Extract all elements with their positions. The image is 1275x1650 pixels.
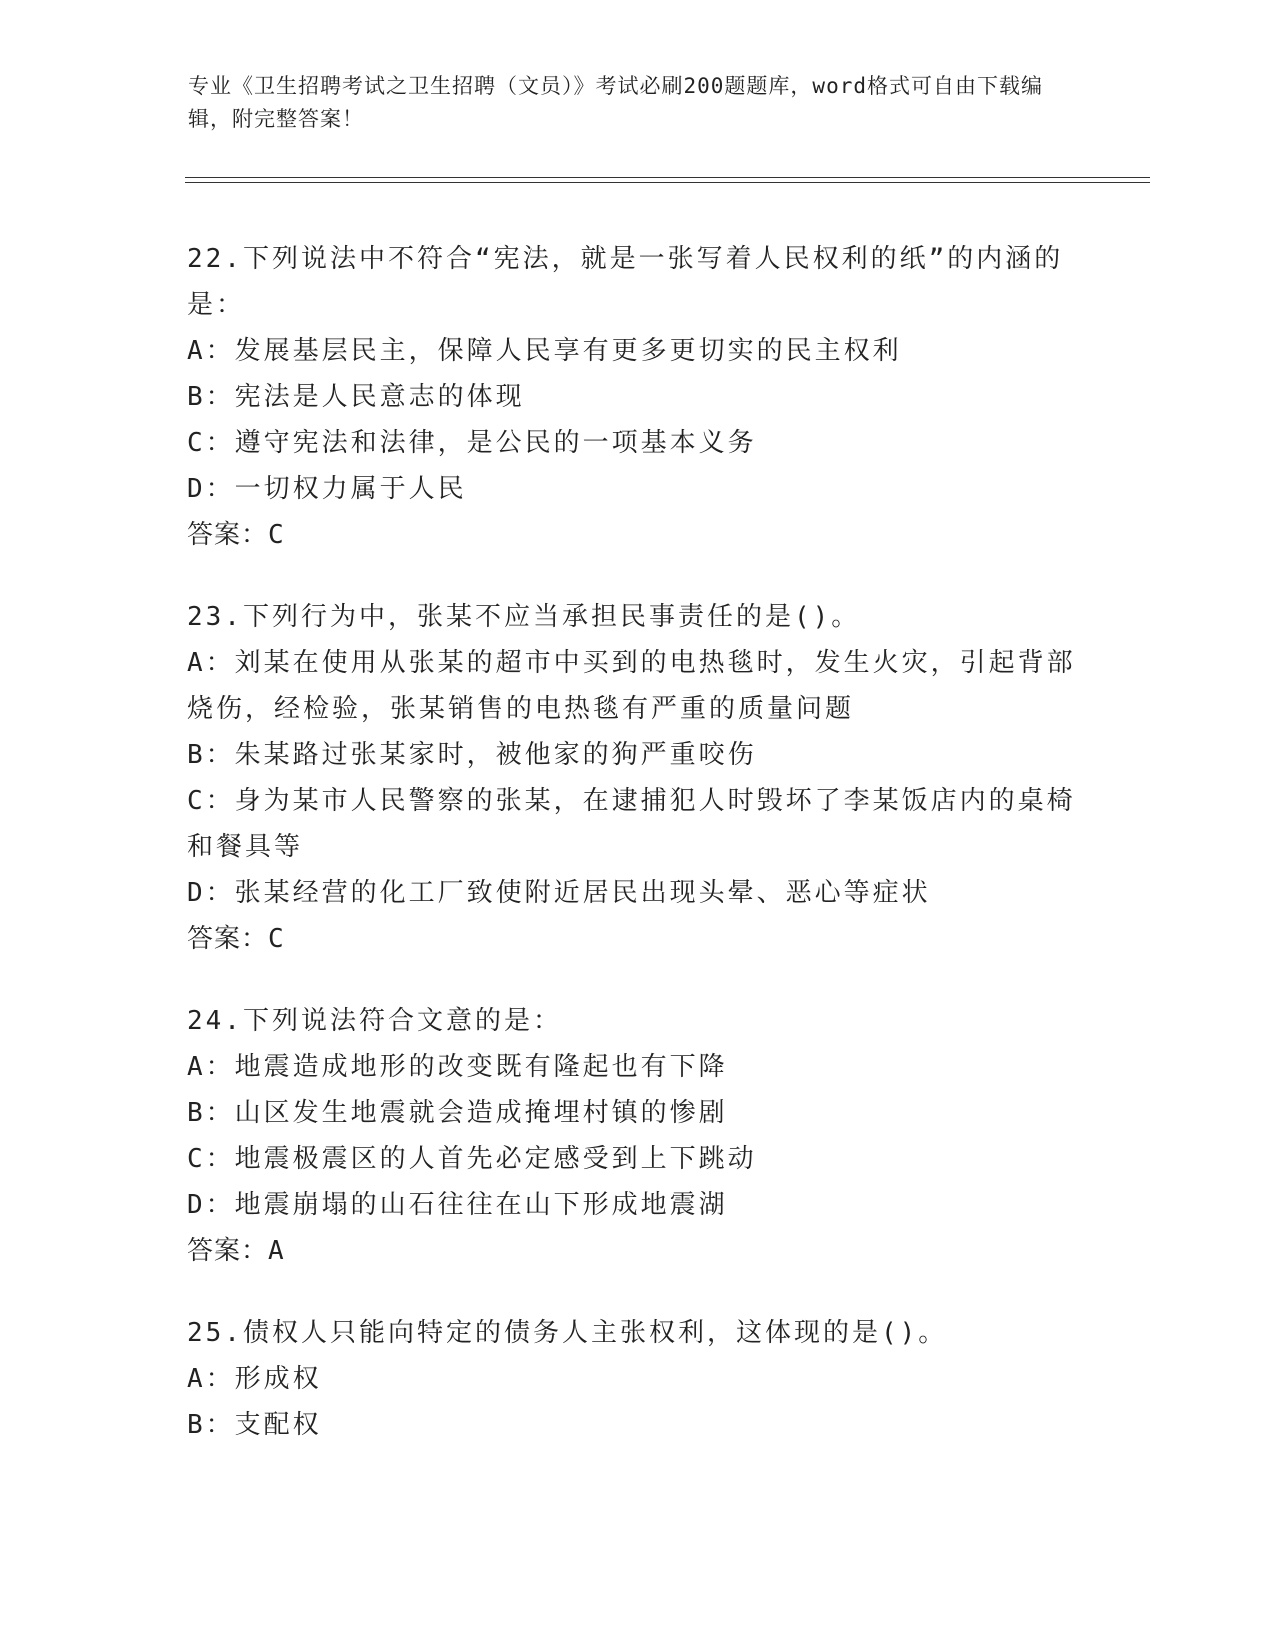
answer-value: C: [268, 924, 285, 954]
option-d: D：地震崩塌的山石往往在山下形成地震湖: [187, 1190, 728, 1220]
question-25: [187, 1310, 1087, 1448]
option-c: C：地震极震区的人首先必定感受到上下跳动: [187, 1144, 757, 1174]
option-d: D：一切权力属于人民: [187, 474, 467, 504]
question-stem: 23.下列行为中，张某不应当承担民事责任的是()。: [187, 602, 861, 632]
answer-line: [187, 512, 1087, 558]
answer-value: C: [268, 520, 285, 550]
question-list: [187, 236, 1087, 1484]
answer-line: [187, 916, 1087, 962]
option-a: A：发展基层民主，保障人民享有更多更切实的民主权利: [187, 336, 902, 366]
question-stem: 25.债权人只能向特定的债务人主张权利，这体现的是()。: [187, 1318, 948, 1348]
answer-line: [187, 1228, 1087, 1274]
answer-label: 答案：: [187, 1236, 269, 1266]
option-b: B：山区发生地震就会造成掩埋村镇的惨剧: [187, 1098, 728, 1128]
question-stem: 22.下列说法中不符合“宪法，就是一张写着人民权利的纸”的内涵的是：: [187, 244, 1064, 320]
option-a: A：刘某在使用从张某的超市中买到的电热毯时，发生火灾，引起背部烧伤，经检验，张某销售的电热毯有严重的质量问题: [187, 648, 1076, 724]
option-a: A：形成权: [187, 1364, 322, 1394]
question-22: [187, 236, 1087, 558]
question-23: [187, 594, 1087, 962]
option-b: B：朱某路过张某家时，被他家的狗严重咬伤: [187, 740, 757, 770]
question-24: [187, 998, 1087, 1274]
answer-label: 答案：: [187, 520, 269, 550]
header-divider-top: [185, 177, 1150, 178]
question-stem: 24.下列说法符合文意的是：: [187, 1006, 562, 1036]
header-text: 专业《卫生招聘考试之卫生招聘（文员）》考试必刷200题题库，word格式可自由下载编辑，附完整答案！: [188, 74, 1043, 131]
option-b: B：支配权: [187, 1410, 322, 1440]
option-b: B：宪法是人民意志的体现: [187, 382, 525, 412]
answer-value: A: [268, 1236, 285, 1266]
option-d: D：张某经营的化工厂致使附近居民出现头晕、恶心等症状: [187, 878, 931, 908]
option-c: C：遵守宪法和法律，是公民的一项基本义务: [187, 428, 757, 458]
header-divider-bottom: [185, 182, 1150, 183]
option-a: A：地震造成地形的改变既有隆起也有下降: [187, 1052, 728, 1082]
option-c: C：身为某市人民警察的张某，在逮捕犯人时毁坏了李某饭店内的桌椅和餐具等: [187, 786, 1076, 862]
document-header: [188, 70, 1068, 136]
answer-label: 答案：: [187, 924, 269, 954]
